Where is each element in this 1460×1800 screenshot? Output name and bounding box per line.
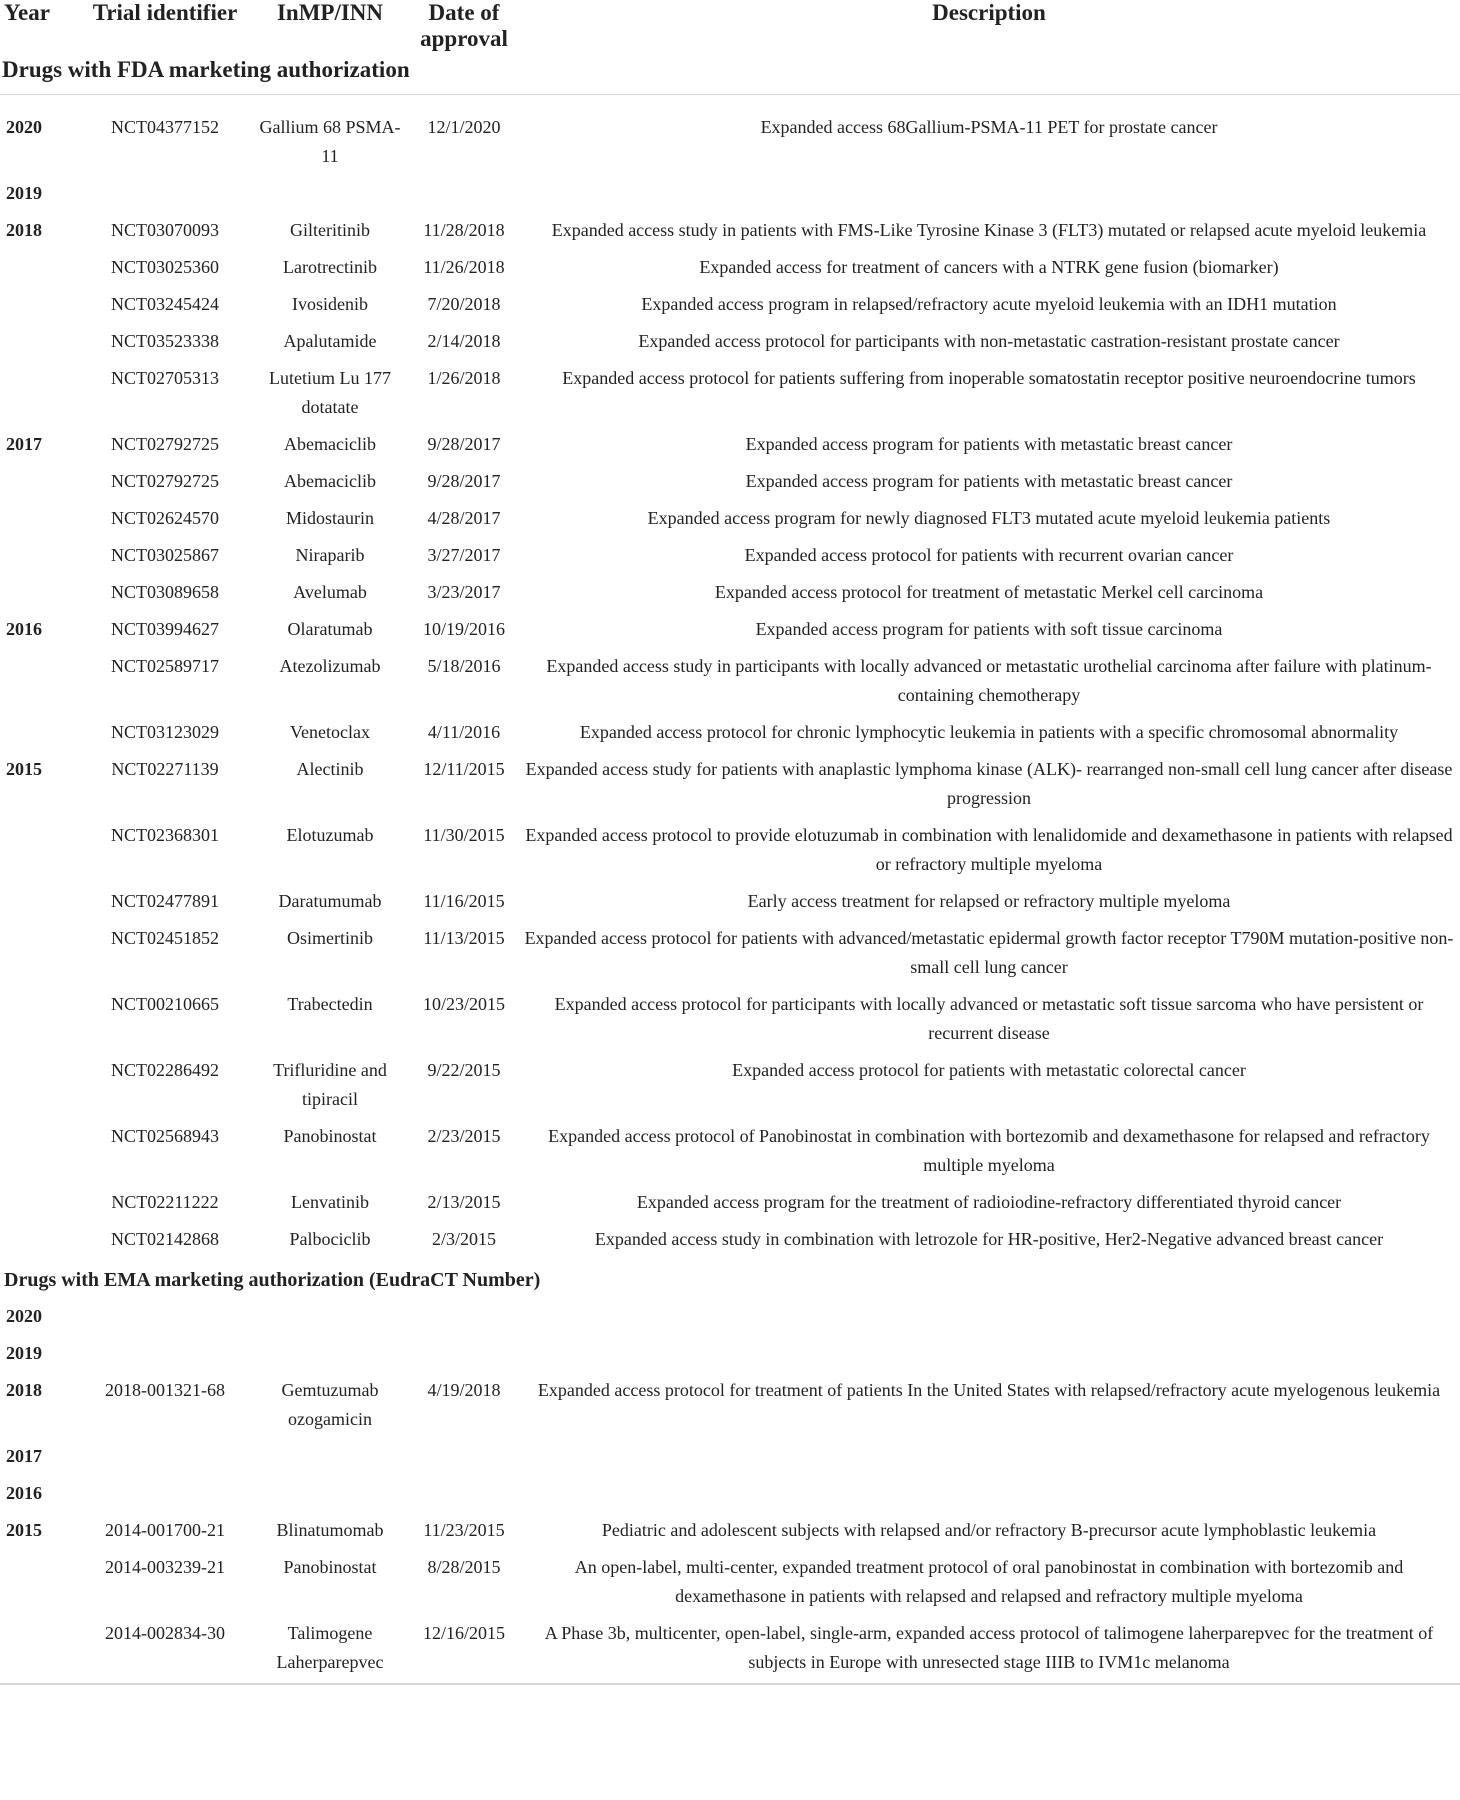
- drug-name-cell: Talimogene Laherparepvec: [250, 1615, 410, 1684]
- table-row: [0, 109, 1460, 175]
- table-row: [0, 426, 1460, 463]
- year-cell: [0, 537, 80, 574]
- year-cell: [0, 463, 80, 500]
- year-cell: [0, 1052, 80, 1118]
- approval-date-cell: 10/23/2015: [422, 994, 505, 1014]
- drug-name-cell: Trifluridine and tipiracil: [273, 1060, 387, 1109]
- trial-identifier-cell: NCT02286492: [111, 1060, 219, 1080]
- trial-identifier-cell: NCT02624570: [111, 508, 219, 528]
- approval-date-cell: 8/28/2015: [427, 1557, 501, 1577]
- description-cell: Expanded access program for the treatment of radioiodine-refractory differentiated thyroid cancer: [636, 1192, 1342, 1212]
- approval-date-cell: 12/1/2020: [427, 117, 501, 137]
- trial-identifier-cell: [80, 1298, 250, 1335]
- approval-date-cell: 12/16/2015: [410, 1615, 518, 1684]
- year-cell: [0, 1221, 80, 1258]
- description-cell: Expanded access program for patients with soft tissue carcinoma: [755, 619, 1223, 639]
- approval-date-cell: 11/13/2015: [423, 928, 505, 948]
- drug-name-cell: Venetoclax: [290, 722, 370, 742]
- year-cell: [0, 323, 80, 360]
- table-row: [0, 175, 1460, 212]
- year-cell: 2016: [6, 1483, 42, 1503]
- trial-identifier-cell: NCT03089658: [111, 582, 219, 602]
- trial-identifier-cell: NCT03025867: [111, 545, 219, 565]
- trial-identifier-cell: NCT03245424: [111, 294, 219, 314]
- header-date-of-approval: Date of approval: [420, 0, 508, 51]
- description-cell: A Phase 3b, multicenter, open-label, single-arm, expanded access protocol of talimogene laherparepvec for the treatment of subjects in Europe with unresected stage IIIB to IVM1c melanoma: [518, 1615, 1460, 1684]
- drug-name-cell: Panobinostat: [283, 1126, 377, 1146]
- table-row: [0, 817, 1460, 883]
- year-cell: 2019: [6, 183, 42, 203]
- year-cell: [0, 714, 80, 751]
- trial-identifier-cell: NCT02477891: [111, 891, 219, 911]
- year-cell: [0, 286, 80, 323]
- approval-date-cell: [410, 1298, 518, 1335]
- year-cell: 2016: [6, 619, 42, 639]
- year-cell: [0, 574, 80, 611]
- year-cell: [0, 500, 80, 537]
- year-cell: [0, 1549, 80, 1615]
- description-cell: Early access treatment for relapsed or refractory multiple myeloma: [747, 891, 1231, 911]
- drug-name-cell: [250, 1298, 410, 1335]
- trial-identifier-cell: NCT03994627: [111, 619, 219, 639]
- description-cell: Expanded access protocol for patients suffering from inoperable somatostatin receptor positive neuroendocrine tumors: [562, 368, 1416, 388]
- drug-name-cell: Olaratumab: [287, 619, 373, 639]
- description-cell: [518, 1438, 1460, 1475]
- drug-name-cell: Alectinib: [296, 759, 364, 779]
- drug-name-cell: Abemaciclib: [284, 471, 376, 491]
- description-cell: Expanded access protocol for chronic lymphocytic leukemia in patients with a specific chromosomal abnormality: [579, 722, 1399, 742]
- year-cell: [0, 1118, 80, 1184]
- trial-identifier-cell: NCT02211222: [111, 1192, 219, 1212]
- table-row: [0, 500, 1460, 537]
- table-row: [0, 1221, 1460, 1258]
- drug-name-cell: Osimertinib: [287, 928, 373, 948]
- approval-date-cell: 9/28/2017: [427, 471, 501, 491]
- year-cell: [0, 817, 80, 883]
- trial-identifier-cell: NCT02142868: [111, 1229, 219, 1249]
- description-cell: Pediatric and adolescent subjects with relapsed and/or refractory B-precursor acute lymphoblastic leukemia: [601, 1520, 1377, 1540]
- description-cell: Expanded access protocol for treatment of patients In the United States with relapsed/refractory acute myelogenous leukemia: [537, 1380, 1441, 1400]
- spacer: [0, 95, 1460, 110]
- approval-date-cell: [410, 1438, 518, 1475]
- trial-identifier-cell: NCT00210665: [111, 994, 219, 1014]
- description-cell: Expanded access study in patients with FMS-Like Tyrosine Kinase 3 (FLT3) mutated or relapsed acute myeloid leukemia: [551, 220, 1427, 240]
- year-cell: 2020: [6, 117, 42, 137]
- drug-name-cell: Trabectedin: [287, 994, 373, 1014]
- header-row: [0, 0, 1460, 52]
- description-cell: Expanded access program for patients with metastatic breast cancer: [745, 434, 1233, 454]
- year-cell: 2015: [6, 1520, 42, 1540]
- table-row: [0, 1438, 1460, 1475]
- trial-identifier-cell: NCT02368301: [111, 825, 219, 845]
- table-row: [0, 648, 1460, 714]
- trial-identifier-cell: NCT02705313: [111, 368, 219, 388]
- drug-name-cell: Palbociclib: [289, 1229, 371, 1249]
- drug-name-cell: Ivosidenib: [292, 294, 368, 314]
- fda-section-title: Drugs with FDA marketing authorization: [0, 52, 1460, 95]
- table-row: [0, 1298, 1460, 1335]
- description-cell: Expanded access study in combination with letrozole for HR-positive, Her2-Negative advanced breast cancer: [594, 1229, 1384, 1249]
- drug-name-cell: Lutetium Lu 177 dotatate: [269, 368, 391, 417]
- table-row: [0, 463, 1460, 500]
- trial-identifier-cell: [80, 1438, 250, 1475]
- table-row: [0, 537, 1460, 574]
- description-cell: Expanded access study for patients with anaplastic lymphoma kinase (ALK)- rearranged non-small cell lung cancer after disease progression: [525, 759, 1453, 808]
- drug-name-cell: Daratumumab: [278, 891, 382, 911]
- year-cell: 2019: [6, 1343, 42, 1363]
- table-row: [0, 1372, 1460, 1438]
- trial-identifier-cell: NCT02451852: [111, 928, 219, 948]
- drug-name-cell: Niraparib: [295, 545, 365, 565]
- table-row: [0, 574, 1460, 611]
- table-row: [0, 1512, 1460, 1549]
- approval-date-cell: 11/23/2015: [423, 1520, 505, 1540]
- drug-name-cell: Elotuzumab: [286, 825, 374, 845]
- approval-date-cell: 10/19/2016: [422, 619, 505, 639]
- table-row: [0, 249, 1460, 286]
- approval-date-cell: 3/23/2017: [427, 582, 501, 602]
- description-cell: Expanded access protocol for patients with metastatic colorectal cancer: [732, 1060, 1246, 1080]
- approval-date-cell: 12/11/2015: [423, 759, 505, 779]
- drug-name-cell: Larotrectinib: [283, 257, 377, 277]
- description-cell: Expanded access protocol for participants with non-metastatic castration-resistant prostate cancer: [638, 331, 1340, 351]
- description-cell: [518, 1475, 1460, 1512]
- year-cell: 2018: [6, 220, 42, 240]
- header-description: Description: [932, 0, 1046, 25]
- table-row: [0, 1118, 1460, 1184]
- trial-identifier-cell: NCT02589717: [111, 656, 219, 676]
- year-cell: 2020: [6, 1306, 42, 1326]
- trial-identifier-cell: 2014-001700-21: [105, 1520, 225, 1540]
- approval-date-cell: 9/22/2015: [427, 1060, 501, 1080]
- description-cell: Expanded access protocol for treatment of metastatic Merkel cell carcinoma: [714, 582, 1264, 602]
- trial-identifier-cell: NCT03123029: [111, 722, 219, 742]
- year-cell: 2017: [6, 434, 42, 454]
- table-row: [0, 714, 1460, 751]
- approval-date-cell: 9/28/2017: [427, 434, 501, 454]
- description-cell: [518, 1335, 1460, 1372]
- table-row: [0, 286, 1460, 323]
- approval-date-cell: [410, 175, 518, 212]
- table-row: [0, 212, 1460, 249]
- table-row: [0, 1549, 1460, 1615]
- description-cell: Expanded access program for patients with metastatic breast cancer: [745, 471, 1233, 491]
- trial-identifier-cell: 2014-002834-30: [80, 1615, 250, 1684]
- year-cell: 2017: [6, 1446, 42, 1466]
- description-cell: Expanded access protocol to provide elotuzumab in combination with lenalidomide and dexamethasone in patients with relapsed or refractory multiple myeloma: [525, 825, 1453, 874]
- trial-identifier-cell: NCT04377152: [111, 117, 219, 137]
- table-row: [0, 883, 1460, 920]
- trial-identifier-cell: NCT03070093: [111, 220, 219, 240]
- header-year: Year: [4, 0, 50, 25]
- trial-identifier-cell: NCT02792725: [111, 434, 219, 454]
- approval-date-cell: [410, 1335, 518, 1372]
- approval-date-cell: 11/30/2015: [423, 825, 505, 845]
- approval-date-cell: 4/11/2016: [427, 722, 501, 742]
- drug-name-cell: Gilteritinib: [290, 220, 370, 240]
- approval-date-cell: 4/28/2017: [427, 508, 501, 528]
- approval-date-cell: 2/3/2015: [431, 1229, 496, 1249]
- trial-identifier-cell: NCT03523338: [111, 331, 219, 351]
- description-cell: Expanded access for treatment of cancers with a NTRK gene fusion (biomarker): [699, 257, 1279, 277]
- description-cell: [518, 175, 1460, 212]
- table-row: [0, 920, 1460, 986]
- approval-date-cell: 2/13/2015: [427, 1192, 501, 1212]
- table-row: [0, 751, 1460, 817]
- description-cell: Expanded access program in relapsed/refractory acute myeloid leukemia with an IDH1 mutation: [641, 294, 1337, 314]
- trial-identifier-cell: [80, 175, 250, 212]
- description-cell: Expanded access study in participants with locally advanced or metastatic urothelial carcinoma after failure with platinum-containing chemotherapy: [546, 656, 1432, 705]
- drug-name-cell: [250, 1335, 410, 1372]
- drug-name-cell: Apalutamide: [283, 331, 377, 351]
- description-cell: [518, 1298, 1460, 1335]
- drug-name-cell: [250, 1438, 410, 1475]
- trial-identifier-cell: NCT03025360: [111, 257, 219, 277]
- fda-section-header: [0, 52, 1460, 95]
- drug-name-cell: Panobinostat: [283, 1557, 377, 1577]
- drug-name-cell: Gallium 68 PSMA-11: [259, 117, 401, 166]
- table-row: [0, 1184, 1460, 1221]
- table-row: [0, 986, 1460, 1052]
- ema-section-title: Drugs with EMA marketing authorization (EudraCT Number): [4, 1269, 541, 1291]
- drug-name-cell: Avelumab: [293, 582, 367, 602]
- trial-identifier-cell: NCT02792725: [111, 471, 219, 491]
- description-cell: Expanded access protocol for patients with advanced/metastatic epidermal growth factor receptor T790M mutation-positive non-small cell lung cancer: [524, 928, 1454, 977]
- approval-date-cell: 1/26/2018: [427, 368, 501, 388]
- drug-name-cell: Gemtuzumab ozogamicin: [281, 1380, 379, 1429]
- approval-date-cell: 4/19/2018: [427, 1380, 501, 1400]
- drug-name-cell: Blinatumomab: [276, 1520, 384, 1540]
- approval-date-cell: 2/14/2018: [427, 331, 501, 351]
- drug-name-cell: [250, 1475, 410, 1512]
- header-inmp-inn: InMP/INN: [276, 0, 384, 25]
- trial-identifier-cell: [80, 1475, 250, 1512]
- year-cell: 2015: [6, 759, 42, 779]
- drug-name-cell: Midostaurin: [286, 508, 374, 528]
- trial-identifier-cell: [80, 1335, 250, 1372]
- year-cell: [0, 883, 80, 920]
- year-cell: [0, 920, 80, 986]
- drug-name-cell: Atezolizumab: [279, 656, 381, 676]
- year-cell: 2018: [6, 1380, 42, 1400]
- approval-date-cell: 3/27/2017: [427, 545, 501, 565]
- table-row: [0, 1052, 1460, 1118]
- table-row: [0, 323, 1460, 360]
- description-cell: Expanded access protocol for participants with locally advanced or metastatic soft tissue sarcoma who have persistent or recurrent disease: [554, 994, 1424, 1043]
- description-cell: Expanded access 68Gallium-PSMA-11 PET for prostate cancer: [760, 117, 1218, 137]
- description-cell: An open-label, multi-center, expanded treatment protocol of oral panobinostat in combination with bortezomib and dexamethasone in patients with relapsed and relapsed and refractory multiple myeloma: [574, 1557, 1404, 1606]
- table-row: [0, 360, 1460, 426]
- description-cell: Expanded access program for newly diagnosed FLT3 mutated acute myeloid leukemia patients: [647, 508, 1331, 528]
- header-trial-identifier: Trial identifier: [92, 0, 238, 25]
- approval-date-cell: 11/16/2015: [423, 891, 505, 911]
- drug-name-cell: [250, 175, 410, 212]
- year-cell: [0, 986, 80, 1052]
- year-cell: [0, 249, 80, 286]
- year-cell: [0, 648, 80, 714]
- table-row: [0, 611, 1460, 648]
- trial-identifier-cell: NCT02271139: [111, 759, 219, 779]
- approval-date-cell: 11/26/2018: [423, 257, 505, 277]
- description-cell: Expanded access protocol of Panobinostat in combination with bortezomib and dexamethasone for relapsed and refractory multiple myeloma: [548, 1126, 1430, 1175]
- description-cell: Expanded access protocol for patients with recurrent ovarian cancer: [744, 545, 1234, 565]
- drug-name-cell: Lenvatinib: [291, 1192, 369, 1212]
- table-row: [0, 1335, 1460, 1372]
- approval-date-cell: 7/20/2018: [427, 294, 501, 314]
- year-cell: [0, 360, 80, 426]
- ema-section-header: [0, 1258, 1460, 1298]
- table-row: [0, 1475, 1460, 1512]
- trial-identifier-cell: 2014-003239-21: [105, 1557, 225, 1577]
- approval-date-cell: 2/23/2015: [427, 1126, 501, 1146]
- year-cell: [0, 1184, 80, 1221]
- approval-date-cell: 5/18/2016: [427, 656, 501, 676]
- drug-name-cell: Abemaciclib: [284, 434, 376, 454]
- trial-identifier-cell: 2018-001321-68: [105, 1380, 225, 1400]
- approval-date-cell: 11/28/2018: [423, 220, 505, 240]
- table-row: [0, 1615, 1460, 1684]
- approval-date-cell: [410, 1475, 518, 1512]
- year-cell: [0, 1615, 80, 1684]
- trial-identifier-cell: NCT02568943: [111, 1126, 219, 1146]
